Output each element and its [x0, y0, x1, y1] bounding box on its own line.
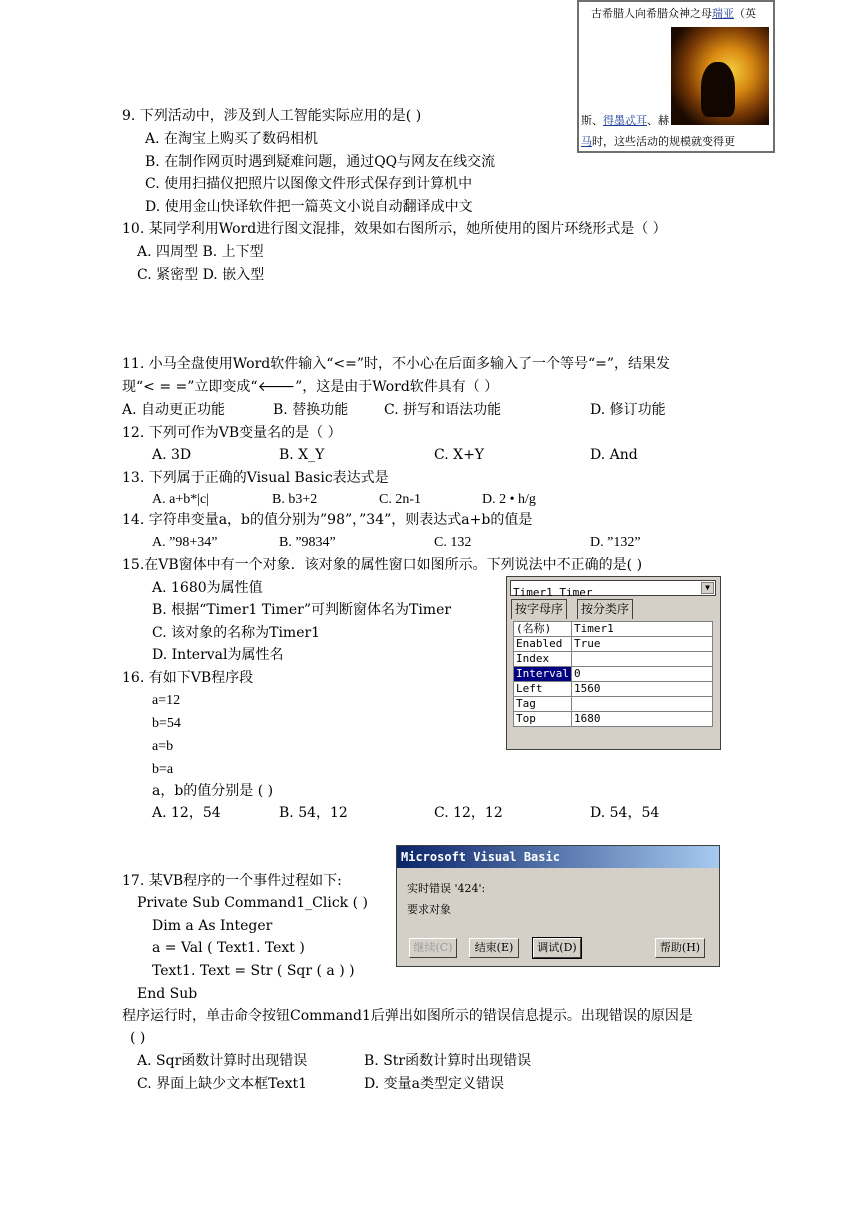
q11-stem-line2: 现“< = =”立即变成“🡐”，这是由于Word软件具有（ ）	[122, 379, 499, 395]
dialog-message-code: 实时错误 '424':	[407, 882, 486, 895]
property-name: Top	[514, 712, 572, 727]
q13-option-a: A. a+b*|c|	[152, 492, 210, 507]
q12-option-d: D. And	[590, 447, 638, 463]
property-row[interactable]	[514, 697, 713, 712]
property-value[interactable]: True	[571, 637, 712, 652]
q16-option-d: D. 54，54	[590, 805, 660, 821]
q17-code-line: End Sub	[137, 986, 198, 1002]
q16-stem: 16. 有如下VB程序段	[122, 670, 254, 686]
q14-option-d: D. ”132”	[590, 535, 641, 550]
property-value[interactable]	[571, 697, 712, 712]
property-name: (名称)	[514, 622, 572, 637]
q16-option-c: C. 12，12	[434, 805, 503, 821]
q17-code-line: Private Sub Command1_Click ( )	[137, 895, 368, 911]
continue-button[interactable]: 继续(C)	[409, 938, 457, 958]
vb-properties-window	[506, 576, 721, 750]
fig-link-ma: 马	[581, 135, 592, 148]
q17-after-line1: 程序运行时，单击命令按钮Command1后弹出如图所示的错误信息提示。出现错误的原因是	[122, 1008, 693, 1024]
property-row[interactable]	[514, 712, 713, 727]
q9-option-a: A. 在淘宝上购买了数码相机	[145, 131, 319, 147]
q16-code-line: a=12	[152, 693, 181, 708]
q11-option-b: B. 替换功能	[273, 402, 349, 418]
word-wrap-figure	[577, 0, 775, 153]
property-grid	[513, 621, 713, 727]
q14-stem: 14. 字符串变量a，b的值分别为”98”，”34”，则表达式a+b的值是	[122, 512, 533, 528]
dialog-title: Microsoft Visual Basic	[397, 846, 719, 868]
property-value[interactable]: 1680	[571, 712, 712, 727]
property-value[interactable]: Timer1	[571, 622, 712, 637]
help-button[interactable]: 帮助(H)	[655, 938, 705, 958]
q15-stem: 15.在VB窗体中有一个对象．该对象的属性窗口如图所示。下列说法中不正确的是( )	[122, 557, 643, 573]
object-selector-value: Timer1 Timer	[513, 586, 593, 599]
q14-option-c: C. 132	[434, 535, 472, 550]
vb-error-dialog	[396, 845, 720, 967]
q11-stem-line1: 11. 小马全盘使用Word软件输入“<=”时，不小心在后面多输入了一个等号“=”，结果发	[122, 356, 671, 372]
q16-option-b: B. 54，12	[279, 805, 348, 821]
q15-option-c: C. 该对象的名称为Timer1	[152, 625, 321, 641]
couple-silhouette	[701, 62, 735, 117]
end-button[interactable]: 结束(E)	[469, 938, 519, 958]
q16-question: a，b的值分别是 ( )	[152, 783, 274, 799]
q13-stem: 13. 下列属于正确的Visual Basic表达式是	[122, 470, 389, 486]
property-value[interactable]: 0	[571, 667, 712, 682]
q17-code-line: Text1. Text = Str ( Sqr ( a ) )	[152, 963, 355, 979]
object-selector-combo[interactable]	[510, 580, 716, 599]
q15-option-d: D. Interval为属性名	[152, 647, 284, 663]
dialog-message: 要求对象	[407, 903, 451, 916]
q17-code-line: Dim a As Integer	[152, 918, 273, 934]
property-name: Index	[514, 652, 572, 667]
property-name: Tag	[514, 697, 572, 712]
q16-code-line: b=54	[152, 716, 181, 731]
fig-link-demeter: 得墨忒耳	[603, 114, 647, 127]
property-name: Interval	[514, 667, 572, 682]
q15-option-b: B. 根据“Timer1 Timer”可判断窗体名为Timer	[152, 602, 452, 618]
fig-text-line3b: 时，这些活动的规模就变得更	[592, 135, 735, 148]
q9-option-d: D. 使用金山快译软件把一篇英文小说自动翻译成中文	[145, 199, 473, 215]
q11-option-d: D. 修订功能	[590, 402, 666, 418]
q15-option-a: A. 1680为属性值	[152, 580, 263, 596]
property-row[interactable]	[514, 637, 713, 652]
chevron-down-icon[interactable]: ▼	[701, 582, 714, 594]
property-row[interactable]	[514, 622, 713, 637]
q16-code-line: a=b	[152, 739, 174, 754]
property-value[interactable]: 1560	[571, 682, 712, 697]
q9-option-b: B. 在制作网页时遇到疑难问题，通过QQ与网友在线交流	[145, 154, 496, 170]
q12-option-a: A. 3D	[152, 447, 192, 463]
q13-option-c: C. 2n-1	[379, 492, 421, 507]
property-name: Left	[514, 682, 572, 697]
q12-option-c: C. X+Y	[434, 447, 485, 463]
tab-alphabetic[interactable]: 按字母序	[511, 599, 567, 619]
fig-text-line2a: 斯、	[581, 114, 603, 127]
q11-option-a: A. 自动更正功能	[122, 402, 226, 418]
q12-stem: 12. 下列可作为VB变量名的是（ ）	[122, 425, 342, 441]
q9-stem: 9. 下列活动中，涉及到人工智能实际应用的是( )	[122, 108, 422, 124]
fig-link-ruiya: 瑞亚	[712, 7, 734, 20]
q12-option-b: B. X_Y	[279, 447, 325, 463]
q13-option-d: D. 2 • h/g	[482, 492, 536, 507]
property-row[interactable]	[514, 682, 713, 697]
property-name: Enabled	[514, 637, 572, 652]
debug-button[interactable]: 调试(D)	[533, 938, 581, 958]
q17-option-b: B. Str函数计算时出现错误	[364, 1053, 532, 1069]
fig-text-line1: 古希腊人向希腊众神之母	[591, 7, 712, 20]
sunset-photo	[671, 27, 769, 125]
q17-after-line2: ( )	[130, 1030, 146, 1046]
q17-option-d: D. 变量a类型定义错误	[364, 1076, 504, 1092]
q9-option-c: C. 使用扫描仪把照片以图像文件形式保存到计算机中	[145, 176, 473, 192]
q16-option-a: A. 12，54	[152, 805, 221, 821]
fig-text-line1b: （英	[734, 7, 756, 20]
property-row[interactable]	[514, 652, 713, 667]
q10-stem: 10. 某同学利用Word进行图文混排，效果如右图所示，她所使用的图片环绕形式是（ ）	[122, 221, 667, 237]
q14-option-b: B. ”9834”	[279, 535, 336, 550]
q16-code-line: b=a	[152, 762, 174, 777]
q17-option-c: C. 界面上缺少文本框Text1	[137, 1076, 308, 1092]
q17-stem: 17. 某VB程序的一个事件过程如下:	[122, 873, 342, 889]
q17-code-line: a = Val ( Text1. Text )	[152, 940, 305, 956]
tab-categorized[interactable]: 按分类序	[577, 599, 633, 619]
q17-option-a: A. Sqr函数计算时出现错误	[137, 1053, 308, 1069]
fig-text-line2b: 、赫	[647, 114, 669, 127]
property-row-selected[interactable]	[514, 667, 713, 682]
q10-options-cd: C. 紧密型 D. 嵌入型	[137, 267, 265, 283]
q10-options-ab: A. 四周型 B. 上下型	[137, 244, 264, 260]
q11-option-c: C. 拼写和语法功能	[384, 402, 502, 418]
property-value[interactable]	[571, 652, 712, 667]
q13-option-b: B. b3+2	[272, 492, 318, 507]
q14-option-a: A. ”98+34”	[152, 535, 218, 550]
